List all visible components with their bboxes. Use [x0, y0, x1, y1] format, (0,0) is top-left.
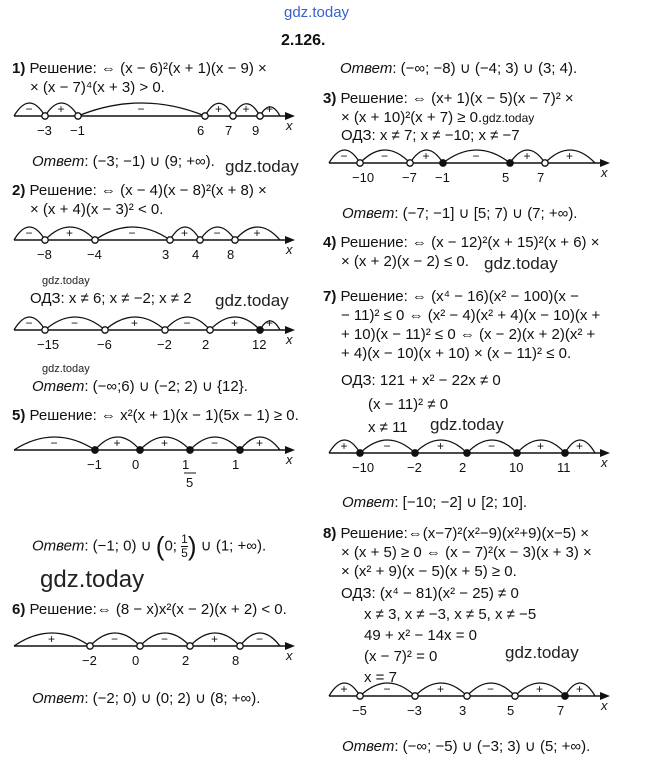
p3-point-label: −1	[435, 170, 450, 185]
p8-sign: −	[383, 682, 391, 696]
p3-point-label: −10	[352, 170, 375, 185]
p8-sign: −	[487, 682, 495, 696]
p8-sign: +	[437, 682, 445, 696]
p5-sign: +	[113, 436, 121, 450]
p8-point-label: −3	[407, 703, 422, 718]
p1-point	[202, 113, 208, 119]
p7-answer: Ответ: [−10; −2] ∪ [2; 10].	[342, 494, 528, 511]
p1-point-label: 9	[252, 123, 260, 138]
p7-point-label: 2	[459, 460, 467, 475]
p2b-axis-label: x	[286, 332, 293, 347]
p3-point	[542, 160, 548, 166]
p2-point-label: 8	[227, 247, 235, 262]
p8-axis-label: x	[601, 698, 608, 713]
p7-line1: 7) Решение: ⇔ (x⁴ − 16)(x² − 100)(x −	[323, 288, 579, 305]
watermark-large: gdz.today	[40, 566, 145, 593]
p5-sign: −	[211, 436, 219, 450]
p2b-sign: −	[71, 316, 79, 330]
p2b-sign: −	[183, 316, 191, 330]
p2b-point	[42, 327, 48, 333]
watermark-1: gdz.today	[225, 157, 299, 176]
p5-axis-label: x	[286, 452, 293, 467]
p7-sign: −	[488, 439, 496, 453]
p7-line4: + 4)(x − 10)(x + 10) × (x − 11)² ≤ 0.	[341, 345, 572, 362]
p6-point	[187, 643, 193, 649]
p6-point	[237, 643, 243, 649]
p7-sign: +	[437, 439, 445, 453]
p3-point-label: −7	[402, 170, 417, 185]
p3-odz: ОДЗ: x ≠ 7; x ≠ −10; x ≠ −7	[341, 127, 520, 144]
p2b-sign: +	[131, 316, 139, 330]
p7-sign: +	[537, 439, 545, 453]
p5-point	[92, 447, 98, 453]
p1-point	[75, 113, 81, 119]
p6-answer: Ответ: (−2; 0) ∪ (0; 2) ∪ (8; +∞).	[32, 690, 261, 707]
p2b-point-label: −6	[97, 337, 112, 352]
p2-point-label: 3	[162, 247, 170, 262]
p5-sign: −	[50, 436, 58, 450]
p1-sign: −	[137, 102, 145, 116]
p3-sign: +	[422, 149, 430, 163]
watermark-2: gdz.today	[215, 291, 289, 310]
p3-sign: −	[381, 149, 389, 163]
p1-point	[42, 113, 48, 119]
watermark-4: gdz.today	[430, 415, 504, 434]
p2-point-label: −4	[87, 247, 102, 262]
p1-answer: Ответ: (−3; −1) ∪ (9; +∞).	[32, 153, 215, 170]
p6-point-label: 0	[132, 653, 140, 668]
p8-point	[412, 693, 418, 699]
p2b-point	[257, 327, 263, 333]
p8-line1: 8) Решение:⇔(x−7)²(x²−9)(x²+9)(x−5) ×	[323, 525, 590, 542]
p8-point	[512, 693, 518, 699]
p3-sign: −	[340, 149, 348, 163]
p2-answer: Ответ: (−∞;6) ∪ (−2; 2) ∪ {12}.	[32, 378, 248, 395]
p1-number-line	[10, 98, 310, 144]
page-title: 2.126.	[281, 32, 326, 49]
p4-line2: × (x + 2)(x − 2) ≤ 0.	[341, 253, 469, 270]
p3-axis-label: x	[601, 165, 608, 180]
p1-point	[230, 113, 236, 119]
p8-point	[357, 693, 363, 699]
p7-point	[514, 450, 520, 456]
p5-frac-den: 5	[186, 475, 194, 490]
p2-odz: ОДЗ: x ≠ 6; x ≠ −2; x ≠ 2	[30, 290, 192, 307]
p8-point-label: −5	[352, 703, 367, 718]
p1-point-label: −1	[70, 123, 85, 138]
p2-line1: 2) Решение: ⇔ (x − 4)(x − 8)²(x + 8) ×	[12, 182, 267, 199]
p5-line1: 5) Решение: ⇔ x²(x + 1)(x − 1)(5x − 1) ≥ 0.	[12, 407, 299, 424]
p1-point-label: −3	[37, 123, 52, 138]
p5-point-label: 1	[232, 457, 240, 472]
p5-sign: +	[256, 436, 264, 450]
p1-line2: × (x − 7)⁴(x + 3) > 0.	[30, 79, 165, 96]
p6-point-label: −2	[82, 653, 97, 668]
p7-sign: −	[383, 439, 391, 453]
p5-point	[187, 447, 193, 453]
p8-point-label: 3	[459, 703, 467, 718]
p5-point-label: −1	[87, 457, 102, 472]
p8-sign: +	[576, 682, 584, 696]
p2-point	[92, 237, 98, 243]
p6-point-label: 8	[232, 653, 240, 668]
p8-point	[464, 693, 470, 699]
p8-line2: × (x + 5) ≥ 0 ⇔ (x − 7)²(x − 3)(x + 3) ×	[341, 544, 592, 561]
watermark-3: gdz.today	[484, 254, 558, 273]
p2-number-line-2	[10, 312, 310, 358]
p1-point-label: 6	[197, 123, 205, 138]
p2-point	[42, 237, 48, 243]
p7-point	[562, 450, 568, 456]
p6-sign: −	[161, 632, 169, 646]
p2b-point-label: −2	[157, 337, 172, 352]
p2b-point	[102, 327, 108, 333]
p2-line2: × (x + 4)(x − 3)² < 0.	[30, 201, 164, 218]
p2-sign: −	[213, 226, 221, 240]
p1-sign: +	[57, 102, 65, 116]
p8-sign: +	[536, 682, 544, 696]
p2-point-label: 4	[192, 247, 200, 262]
p8-point-label: 7	[557, 703, 565, 718]
p8-line3: × (x² + 9)(x − 5)(x + 5) ≥ 0.	[341, 563, 517, 580]
p5-point-label: 0	[132, 457, 140, 472]
p3-point-label: 7	[537, 170, 545, 185]
p7-point-label: 11	[557, 460, 571, 475]
p1-sign: +	[266, 102, 274, 116]
p6-sign: +	[48, 632, 56, 646]
p3-sign: +	[566, 149, 574, 163]
p7-axis-label: x	[601, 455, 608, 470]
p7-odz: ОДЗ: 121 + x² − 22x ≠ 0	[341, 372, 501, 389]
p2-sign: −	[128, 226, 136, 240]
p2-sign: +	[181, 226, 189, 240]
p3-point	[507, 160, 513, 166]
p2b-sign: −	[25, 316, 33, 330]
p8-sign: +	[340, 682, 348, 696]
p2-answer-right: Ответ: (−∞; −8) ∪ (−4; 3) ∪ (3; 4).	[340, 60, 578, 77]
p5-point	[237, 447, 243, 453]
p8-point-label: 5	[507, 703, 515, 718]
p2b-point-label: 12	[252, 337, 267, 352]
p7-step1: (x − 11)² ≠ 0	[368, 396, 449, 413]
p1-sign: +	[242, 102, 250, 116]
p8-answer: Ответ: (−∞; −5) ∪ (−3; 3) ∪ (5; +∞).	[342, 738, 591, 755]
p7-step2: x ≠ 11	[368, 419, 408, 436]
p1-sign: −	[25, 102, 33, 116]
p8-step4: x = 7	[364, 669, 397, 686]
p2-point-label: −8	[37, 247, 52, 262]
p3-point	[407, 160, 413, 166]
p7-point-label: 10	[509, 460, 524, 475]
p2b-sign: +	[266, 316, 274, 330]
p3-answer: Ответ: (−7; −1] ∪ [5; 7) ∪ (7; +∞).	[342, 205, 578, 222]
p8-number-line	[325, 678, 625, 724]
p5-point-label: 1	[182, 457, 190, 472]
p6-sign: +	[211, 632, 219, 646]
p2-sign: −	[25, 226, 33, 240]
p7-point	[412, 450, 418, 456]
p3-line2: × (x + 10)²(x + 7) ≥ 0.gdz.today	[341, 109, 535, 126]
p2-number-line	[10, 222, 310, 268]
p8-step3: (x − 7)² = 0	[364, 648, 438, 665]
p2-axis-label: x	[286, 242, 293, 257]
p6-sign: −	[256, 632, 264, 646]
p2-point	[197, 237, 203, 243]
p2b-point	[162, 327, 168, 333]
p1-point	[257, 113, 263, 119]
p5-answer: Ответ: (−1; 0) ∪ (0; $\frac{1}{5}$ ) ∪ (1; +∞).	[32, 531, 267, 561]
p1-line1: 1) Решение: ⇔ (x − 6)²(x + 1)(x − 9) ×	[12, 60, 267, 77]
p5-sign: +	[161, 436, 169, 450]
p2b-point-label: 2	[202, 337, 210, 352]
p4-line1: 4) Решение: ⇔ (x − 12)²(x + 15)²(x + 6) ×	[323, 234, 600, 251]
p3-number-line	[325, 145, 625, 191]
p7-line2: − 11)² ≤ 0 ⇔ (x² − 4)(x² + 4)(x − 10)(x +	[341, 307, 601, 324]
p6-point	[137, 643, 143, 649]
watermark-top: gdz.today	[284, 4, 350, 21]
p6-number-line	[10, 628, 310, 674]
watermark-small-2: gdz.today	[42, 363, 90, 375]
p3-point	[357, 160, 363, 166]
p3-line1: 3) Решение: ⇔ (x+ 1)(x − 5)(x − 7)² ×	[323, 90, 574, 107]
p6-point-label: 2	[182, 653, 190, 668]
p6-line1: 6) Решение:⇔ (8 − x)x²(x − 2)(x + 2) < 0.	[12, 601, 287, 618]
p1-sign: +	[215, 102, 223, 116]
p2b-point-label: −15	[37, 337, 60, 352]
p7-number-line	[325, 435, 625, 481]
p3-point	[440, 160, 446, 166]
p8-step1: x ≠ 3, x ≠ −3, x ≠ 5, x ≠ −5	[364, 606, 537, 623]
p8-odz: ОДЗ: (x⁴ − 81)(x² − 25) ≠ 0	[341, 585, 519, 602]
p1-point-label: 7	[225, 123, 233, 138]
p8-point	[562, 693, 568, 699]
p3-sign: +	[523, 149, 531, 163]
p7-line3: + 10)(x − 11)² ≤ 0 ⇔ (x − 2)(x + 2)(x² +	[341, 326, 596, 343]
p2b-sign: +	[231, 316, 239, 330]
p2b-point	[207, 327, 213, 333]
p2-point	[232, 237, 238, 243]
p7-point	[464, 450, 470, 456]
p6-axis-label: x	[286, 648, 293, 663]
watermark-5: gdz.today	[505, 643, 579, 662]
p5-number-line	[10, 432, 310, 502]
p3-point-label: 5	[502, 170, 510, 185]
p1-axis-label: x	[286, 118, 293, 133]
p2-sign: +	[253, 226, 261, 240]
p7-point-label: −10	[352, 460, 375, 475]
p7-sign: +	[340, 439, 348, 453]
p6-sign: −	[111, 632, 119, 646]
p7-point	[357, 450, 363, 456]
p8-step2: 49 + x² − 14x = 0	[364, 627, 477, 644]
p2-sign: +	[66, 226, 74, 240]
p6-point	[87, 643, 93, 649]
p3-sign: −	[472, 149, 480, 163]
watermark-small-1: gdz.today	[42, 275, 90, 287]
p7-sign: +	[576, 439, 584, 453]
p7-point-label: −2	[407, 460, 422, 475]
p2-point	[167, 237, 173, 243]
p5-point	[137, 447, 143, 453]
